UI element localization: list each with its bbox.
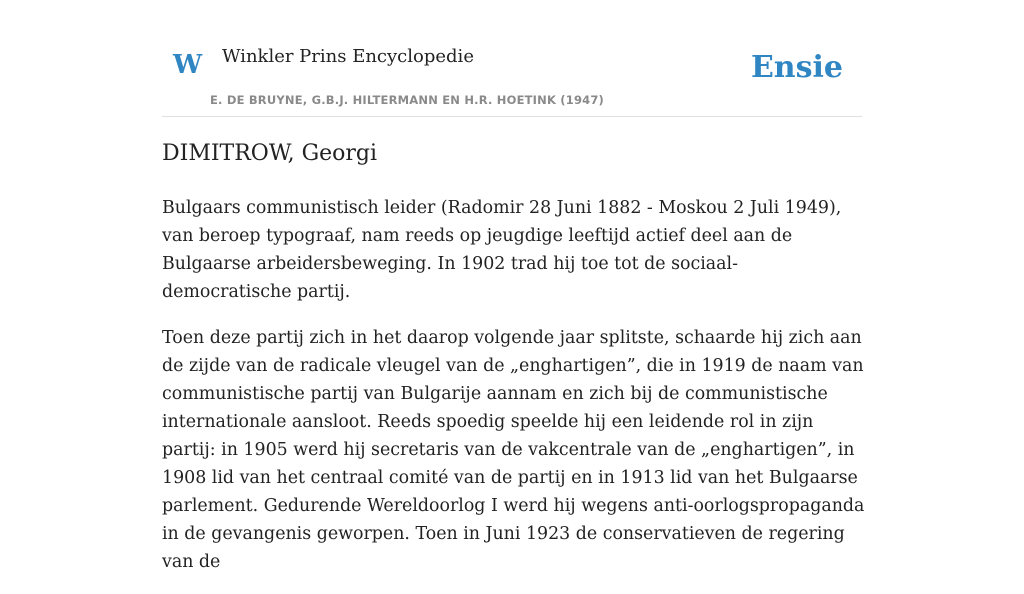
article	[162, 138, 866, 594]
article-paragraph: Toen deze partij zich in het daarop volgende jaar splitste, schaarde hij zich aan de zijde van de radicale vleugel van de „enghartigen”, die in 1919 de naam van communistische partij van Bulgarije aannam en zich bij de communistische internationale aansloot. Reeds spoedig speelde hij een leidende rol in zijn partij: in 1905 werd hij secretaris van de vakcentrale van de „enghartigen”, in 1908 lid van het centraal comité van de partij en in 1913 lid van het Bulgaarse parlement. Gedurende Wereldoorlog I werd hij wegens anti-oorlogspropaganda in de gevangenis geworpen. Toen in Juni 1923 de conservatieven de regering van de	[162, 328, 865, 572]
article-paragraph: Bulgaars communistisch leider (Radomir 28 Juni 1882 - Moskou 2 Juli 1949), van beroep typograaf, nam reeds op jeugdige leeftijd actief deel aan de Bulgaarse arbeidersbeweging. In 1902 trad hij toe tot de sociaal-democratische partij.	[162, 198, 842, 302]
winkler-prins-logo[interactable]: W	[173, 50, 203, 80]
ensie-logo-link[interactable]: Ensie	[750, 50, 843, 85]
encyclopedia-title-link[interactable]: Winkler Prins Encyclopedie	[222, 46, 474, 67]
article-title: DIMITROW, Georgi	[162, 141, 378, 166]
authors-line: E. DE BRUYNE, G.B.J. HILTERMANN EN H.R. HOETINK (1947)	[210, 93, 605, 107]
site-header	[162, 0, 862, 117]
